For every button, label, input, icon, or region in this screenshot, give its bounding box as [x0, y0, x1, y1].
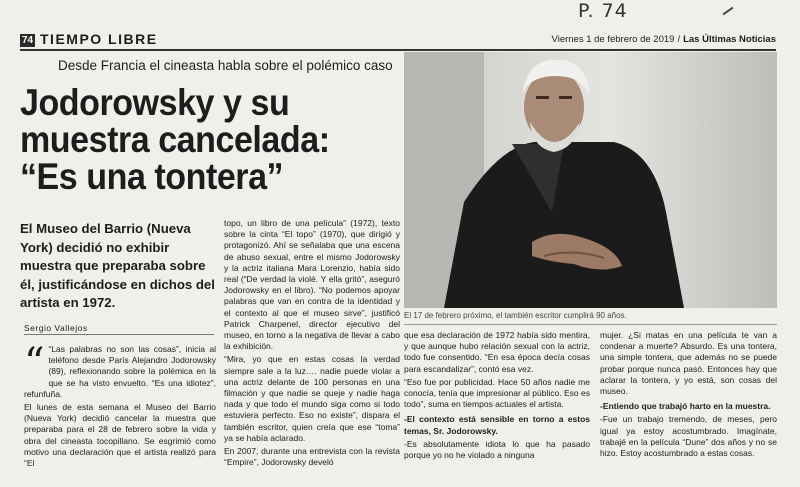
headline-line: “Es una tontera”: [20, 156, 284, 197]
paragraph: “Mira, yo que en estas cosas la verdad siempre sale a la luz…. nadie puede violar a una actriz delante de 100 personas en una filmación y que nadie se queje y nadie haga nada y que todo el mundo siga como si todo estuviera perfecto. Eso no existe”, dispara el también escritor, quien creía que ese “toma” ya se había aclarado.: [224, 354, 400, 443]
interview-question: -Entiendo que trabajó harto en la muestra.: [600, 401, 771, 412]
text-column-2: [224, 218, 400, 470]
byline: Sergio Vallejos: [24, 323, 88, 333]
text-column-3: [404, 330, 590, 463]
photo-caption: El 17 de febrero próximo, el también escritor cumplirá 90 años.: [404, 311, 627, 320]
text-column-1: [24, 340, 216, 471]
page-number: 74: [21, 35, 34, 46]
handwritten-page-note: P. 74: [578, 0, 628, 22]
paragraph: El lunes de esta semana el Museo del Barrio (Nueva York) decidió cancelar la muestra que preparaba para el 28 de febrero sobre la vida y obra del cineasta tocopillano. Se esgrimió como motivo una declaración que el artista realizó para “El: [24, 402, 216, 469]
paragraph: que esa declaración de 1972 había sido mentira, y que aunque hubo relación sexual con la actriz, todo fue consentido. “En esa época decía cosas para escandalizar”, contó esa vez.: [404, 330, 590, 374]
issue-date: Viernes 1 de febrero de 2019: [551, 34, 675, 45]
date-line: [552, 34, 776, 45]
article-photo: [404, 52, 777, 308]
article-headline: [20, 84, 370, 195]
interview-question: -El contexto está sensible en torno a estos temas, Sr. Jodorowsky.: [404, 414, 590, 436]
handwritten-mark: [723, 7, 734, 16]
article-lead: El Museo del Barrio (Nueva York) decidió no exhibir muestra que preparaba sobre él, justificándose en dichos del artista en 1972.: [20, 221, 215, 310]
header-rule: [20, 49, 776, 51]
drop-quote-mark: “: [24, 340, 45, 386]
paragraph: -Fue un trabajo tremendo, de meses, pero igual ya estoy acostumbrado. Imagínate, trabajé en la película “Dune” dos años y no se hizo. Estoy acostumbrado a estas cosas.: [600, 414, 777, 459]
article-kicker: Desde Francia el cineasta habla sobre el polémico caso: [58, 58, 393, 73]
caption-rule: [404, 324, 777, 325]
headline-line: Jodorowsky y su: [20, 82, 290, 123]
date-separator: /: [677, 34, 681, 45]
paragraph: “Eso fue por publicidad. Hace 50 años nadie me conocía, tenía que impresionar al público. Eso es todo”, suma en tiempos actuales el artista.: [404, 376, 590, 410]
headline-line: muestra cancelada:: [20, 119, 330, 160]
byline-rule: [24, 334, 214, 335]
paragraph: mujer. ¿Si matas en una película te van a condenar a muerte? Absurdo. Es una tontera, una simple tontera, que además no se puede probar porque nunca pasó. Entonces hay que aclarar la tontera, y yo está, son cosas del museo.: [600, 330, 777, 397]
paragraph: En 2007, durante una entrevista con la revista “Empire”, Jodorowsky develó: [224, 446, 400, 468]
paragraph: -Es absolutamente idiota lo que ha pasado porque yo no he violado a ninguna: [404, 438, 590, 461]
section-title: TIEMPO LIBRE: [40, 31, 158, 47]
paragraph: “Las palabras no son las cosas”, inicia al teléfono desde París Alejandro Jodorowsky (89), reflexionando sobre la polémica en la que se ha visto envuelto. “Es una idiotez”, refunfuña.: [24, 344, 216, 399]
paragraph: topo, un libro de una película” (1972), texto sobre la cinta “El topo” (1970), que dirigió y protagonizó. Ahí se señalaba que una escena de abuso sexual, entre el mismo Jodorowsky y la actriz italiana Mara Lorenzio, había sido real (“De verdad la violé. Y ella gritó”, aseguró Jodorowsky en el libro). “No podemos apoyar palabras que van en contra de la identidad y el contexto al que el museo sirve”, justificó Patrick Charpenel, director ejecutivo del museo, en torno a la negativa de llevar a cabo la exhibición.: [224, 218, 400, 352]
publication-name: Las Últimas Noticias: [683, 34, 776, 45]
text-column-4: [600, 330, 777, 461]
